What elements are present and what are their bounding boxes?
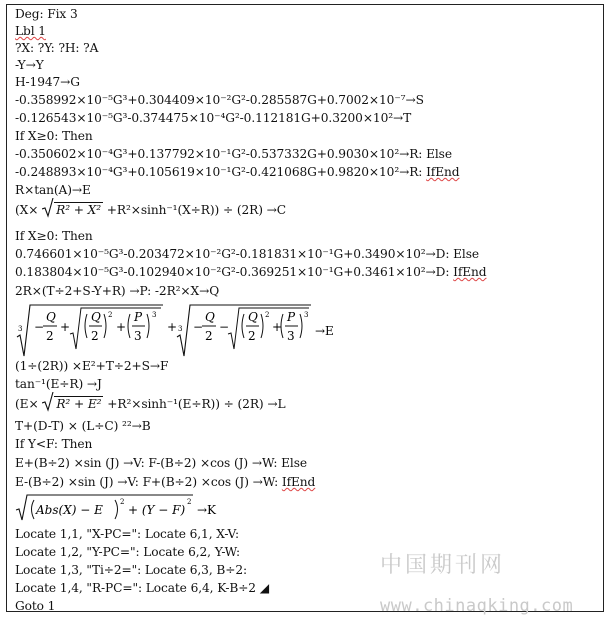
- svg-text:→K: →K: [197, 503, 217, 517]
- svg-text:3: 3: [152, 311, 157, 319]
- ifend-keyword: IfEnd: [426, 165, 460, 179]
- line-deg-fix: Deg: Fix 3: [15, 7, 78, 21]
- line-if-x-2: If X≥0: Then: [15, 229, 93, 243]
- svg-text:2: 2: [46, 329, 54, 343]
- vw-2-text: E-(B÷2) ×sin (J) →V: F+(B÷2) ×cos (J) →W:: [15, 475, 282, 489]
- cardano-svg: [15, 301, 345, 361]
- svg-text:Q: Q: [248, 310, 258, 324]
- svg-text:3: 3: [304, 311, 309, 319]
- c-radicand: R² + X²: [56, 203, 102, 217]
- svg-text:3: 3: [18, 325, 23, 333]
- line-s-poly: -0.358992×10⁻⁵G³+0.304409×10⁻²G²-0.285587G+0.7002×10⁻⁷→S: [15, 93, 424, 107]
- svg-text:+: +: [60, 320, 71, 334]
- svg-text:Q: Q: [205, 310, 215, 324]
- svg-text:P: P: [134, 310, 143, 324]
- svg-text:3: 3: [287, 329, 295, 343]
- line-locate-1: Locate 1,1, "X-PC=": Locate 6,1, X-V:: [15, 527, 240, 541]
- svg-text:2: 2: [265, 311, 270, 319]
- line-e-tan: R×tan(A)→E: [15, 183, 91, 197]
- svg-text:2: 2: [120, 498, 125, 506]
- l-formula-head: (E×: [15, 397, 39, 411]
- svg-text:Q: Q: [46, 310, 56, 324]
- line-locate-4: Locate 1,4, "R-PC=": Locate 6,4, K-B÷2 ◢: [15, 581, 270, 595]
- svg-text:+ (Y − F): + (Y − F): [128, 503, 186, 517]
- line-r-poly-2: [15, 163, 459, 181]
- ifend-keyword: IfEnd: [281, 475, 316, 489]
- line-t-poly: -0.126543×10⁻⁵G³-0.374475×10⁻⁴G²-0.112181G+0.3200×10²→T: [15, 111, 412, 125]
- line-vw-2: [15, 473, 315, 491]
- line-label: Lbl 1: [15, 24, 46, 38]
- watermark-cn: 中国期刊网: [380, 553, 506, 578]
- line-if-x-1: If X≥0: Then: [15, 129, 93, 143]
- svg-text:−: −: [219, 320, 230, 334]
- c-formula-tail: +R²×sinh⁻¹(X÷R)) ÷ (2R) →C: [106, 203, 286, 217]
- line-c-formula: [15, 201, 286, 219]
- line-f-assign: (1÷(2R)) ×E²+T÷2+S→F: [15, 359, 169, 373]
- k-formula-svg: [15, 493, 255, 523]
- sqrt-icon: [42, 201, 103, 219]
- svg-text:−: −: [193, 320, 204, 334]
- svg-text:Abs(X) − E: Abs(X) − E: [36, 503, 103, 517]
- svg-text:2: 2: [248, 329, 256, 343]
- l-radicand: R² + E²: [56, 397, 102, 411]
- line-locate-2: Locate 1,2, "Y-PC=": Locate 6,2, Y-W:: [15, 545, 241, 559]
- line-if-y: If Y<F: Then: [15, 437, 93, 451]
- svg-text:3: 3: [178, 325, 183, 333]
- line-locate-3: Locate 1,3, "Ti÷2=": Locate 6,3, B÷2:: [15, 563, 247, 577]
- watermark-url: www.chinaqking.com: [380, 596, 574, 616]
- line-g-assign: H-1947→G: [15, 75, 80, 89]
- line-d-poly-2: [15, 263, 487, 281]
- svg-text:+: +: [167, 320, 178, 334]
- d-poly-2-text: 0.183804×10⁻⁵G³-0.102940×10⁻²G²-0.369251×10⁻¹G+0.3461×10²→D:: [15, 265, 454, 279]
- l-formula-tail: +R²×sinh⁻¹(E÷R)) ÷ (2R) →L: [107, 397, 286, 411]
- svg-text:2: 2: [187, 498, 192, 506]
- svg-text:+: +: [272, 320, 283, 334]
- line-p-q: 2R×(T÷2+S-Y+R) →P: -2R²×X→Q: [15, 284, 220, 298]
- line-l-formula: [15, 395, 285, 413]
- ifend-keyword: IfEnd: [453, 265, 487, 279]
- svg-text:→E: →E: [315, 324, 334, 338]
- line-j-atan: tan⁻¹(E÷R) →J: [15, 377, 102, 391]
- line-goto: Goto 1: [15, 599, 56, 613]
- svg-text:Q: Q: [91, 310, 101, 324]
- line-inputs: ?X: ?Y: ?H: ?A: [15, 41, 99, 55]
- svg-text:2: 2: [108, 311, 113, 319]
- svg-text:+: +: [116, 320, 127, 334]
- program-listing-frame: [6, 4, 604, 612]
- k-formula: [15, 493, 255, 523]
- svg-text:2: 2: [91, 329, 99, 343]
- c-formula-head: (X×: [15, 203, 39, 217]
- cardano-formula: [15, 301, 345, 361]
- svg-text:−: −: [34, 320, 45, 334]
- sqrt-icon: [42, 395, 103, 413]
- line-d-poly-1: 0.746601×10⁻⁵G³-0.203472×10⁻²G²-0.181831×10⁻¹G+0.3490×10²→D: Else: [15, 247, 479, 261]
- line-negate-y: -Y→Y: [15, 58, 44, 72]
- svg-text:P: P: [287, 310, 296, 324]
- line-vw-1: E+(B÷2) ×sin (J) →V: F-(B÷2) ×cos (J) →W: Else: [15, 456, 307, 470]
- line-r-poly-1: -0.350602×10⁻⁴G³+0.137792×10⁻¹G²-0.537332G+0.9030×10²→R: Else: [15, 147, 452, 161]
- svg-text:2: 2: [205, 329, 213, 343]
- r-poly-2-text: -0.248893×10⁻⁴G³+0.105619×10⁻¹G²-0.421068G+0.9820×10²→R:: [15, 165, 427, 179]
- line-b-assign: T+(D-T) × (L÷C) ²²→B: [15, 419, 151, 433]
- svg-text:3: 3: [134, 329, 142, 343]
